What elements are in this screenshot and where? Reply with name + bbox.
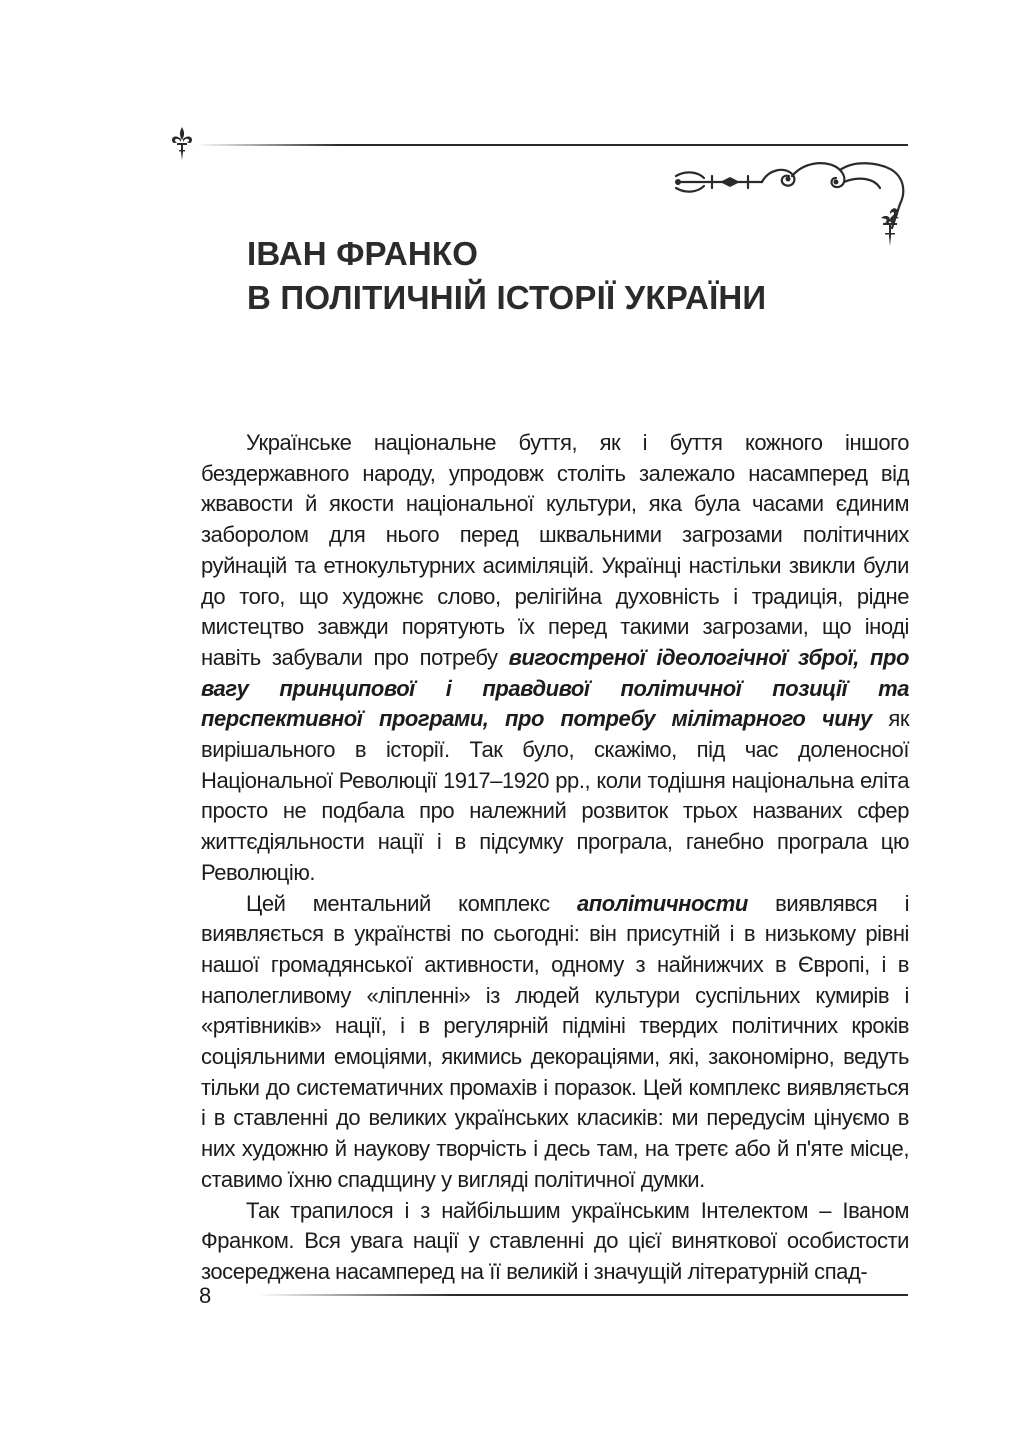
- paragraph-text: виявлявся і виявляється в українстві по сьогодні: він присутній і в низькому рівні нашої громадянської активности, одному з найнижчих в Європі, і в наполегливому «ліпленні» із людей культури суспільних кумирів і «рятівників» нації, і в регулярній підміні твердих політичних кроків соціяльними емоціями, якимись декораціями, які, закономірно, ведуть тільки до систематичних промахів і поразок. Цей комплекс виявляється і в ставленні до великих українських класиків: ми передусім цінуємо в них художню й наукову творчість і десь там, на третє або й п'яте місце, ставимо їхню спадщину у вигляді політичної думки.: [201, 890, 910, 1192]
- header-rule: [196, 144, 908, 146]
- footer-rule: [258, 1294, 908, 1296]
- paragraph: Так трапилося і з найбільшим українським Інтелектом – Іваном Франком. Вся увага нації у ставленні до цієї виняткової особистости зосереджена насамперед на її великій і значущій літературній спад-: [201, 1197, 909, 1284]
- chapter-title-line-2: В ПОЛІТИЧНІЙ ІСТОРІЇ УКРАЇНИ: [247, 279, 767, 316]
- body-text: [201, 428, 909, 1288]
- chapter-title-line-1: ІВАН ФРАНКО: [247, 235, 479, 272]
- paragraph-text: як вирішального в історії. Так було, скажімо, під час доленосної Національної Революції 1917–1920 рр., коли тодішня національна еліта просто не подбала про належний розвиток трьох названих сфер життєдіяльности нації і в підсумку програла, ганебно програла цю Революцію.: [201, 706, 909, 885]
- paragraph: [201, 428, 909, 889]
- paragraph-text: Українське національне буття, як і буття кожного іншого бездержавного народу, упродовж століть залежало насамперед від жвавости й якости національної культури, яка була часами єдиним заборолом для нього перед шквальними загрозами політичних руйнацій та етнокультурних асиміляцій. Українці настільки звикли були до того, що художнє слово, релігійна духовність і традиція, рідне мистецтво завжди порятують їх перед такими загрозами, що іноді навіть забували про потребу: [201, 430, 909, 670]
- emphasis-text: вигостреної ідеологічної зброї, про вагу принципової і правдивої політичної позиції та перспективної програми, про потребу мілітарного чину: [201, 644, 909, 732]
- paragraph: [201, 889, 909, 1196]
- paragraph-text: Цей ментальний комплекс: [246, 890, 577, 916]
- chapter-title: [247, 232, 766, 320]
- emphasis-text: аполітичности: [576, 890, 748, 916]
- page-number: 8: [199, 1283, 212, 1308]
- fleur-de-lis-ornament: [170, 126, 194, 162]
